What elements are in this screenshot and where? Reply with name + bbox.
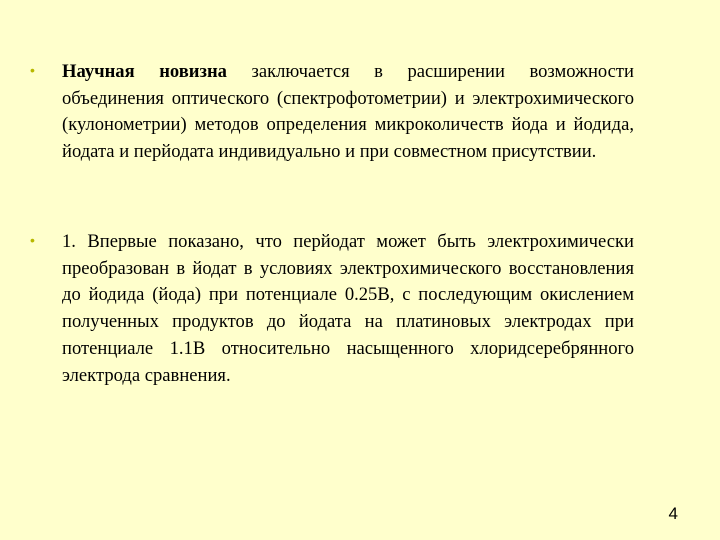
- bullet-text: [62, 229, 634, 389]
- bullet-icon: [30, 65, 40, 75]
- bullet-item-novelty: [30, 59, 636, 166]
- bullet-bold-lead: Научная новизна: [62, 61, 227, 82]
- bullet-item-finding-1: [30, 229, 636, 389]
- bullet-icon: [30, 235, 40, 245]
- bullet-body: заключается в расширении возможности объединения оптического (спектрофотометрии) и электрохимического (кулонометрии) методов определения микроколичеств йода и йодида, йодата и перйодата индивидуально и при совместном присутствии.: [62, 61, 634, 163]
- bullet-text: [62, 59, 634, 166]
- page-number: 4: [668, 504, 678, 523]
- bullet-body: 1. Впервые показано, что перйодат может быть электрохимически преобразован в йодат в условиях электрохимического восстановления до йодида (йода) при потенциале 0.25В, с последующим окислением полученных продуктов до йодата на платиновых электродах при потенциале 1.1В относительно насыщенного хлоридсеребрянного электрода сравнения.: [62, 231, 634, 386]
